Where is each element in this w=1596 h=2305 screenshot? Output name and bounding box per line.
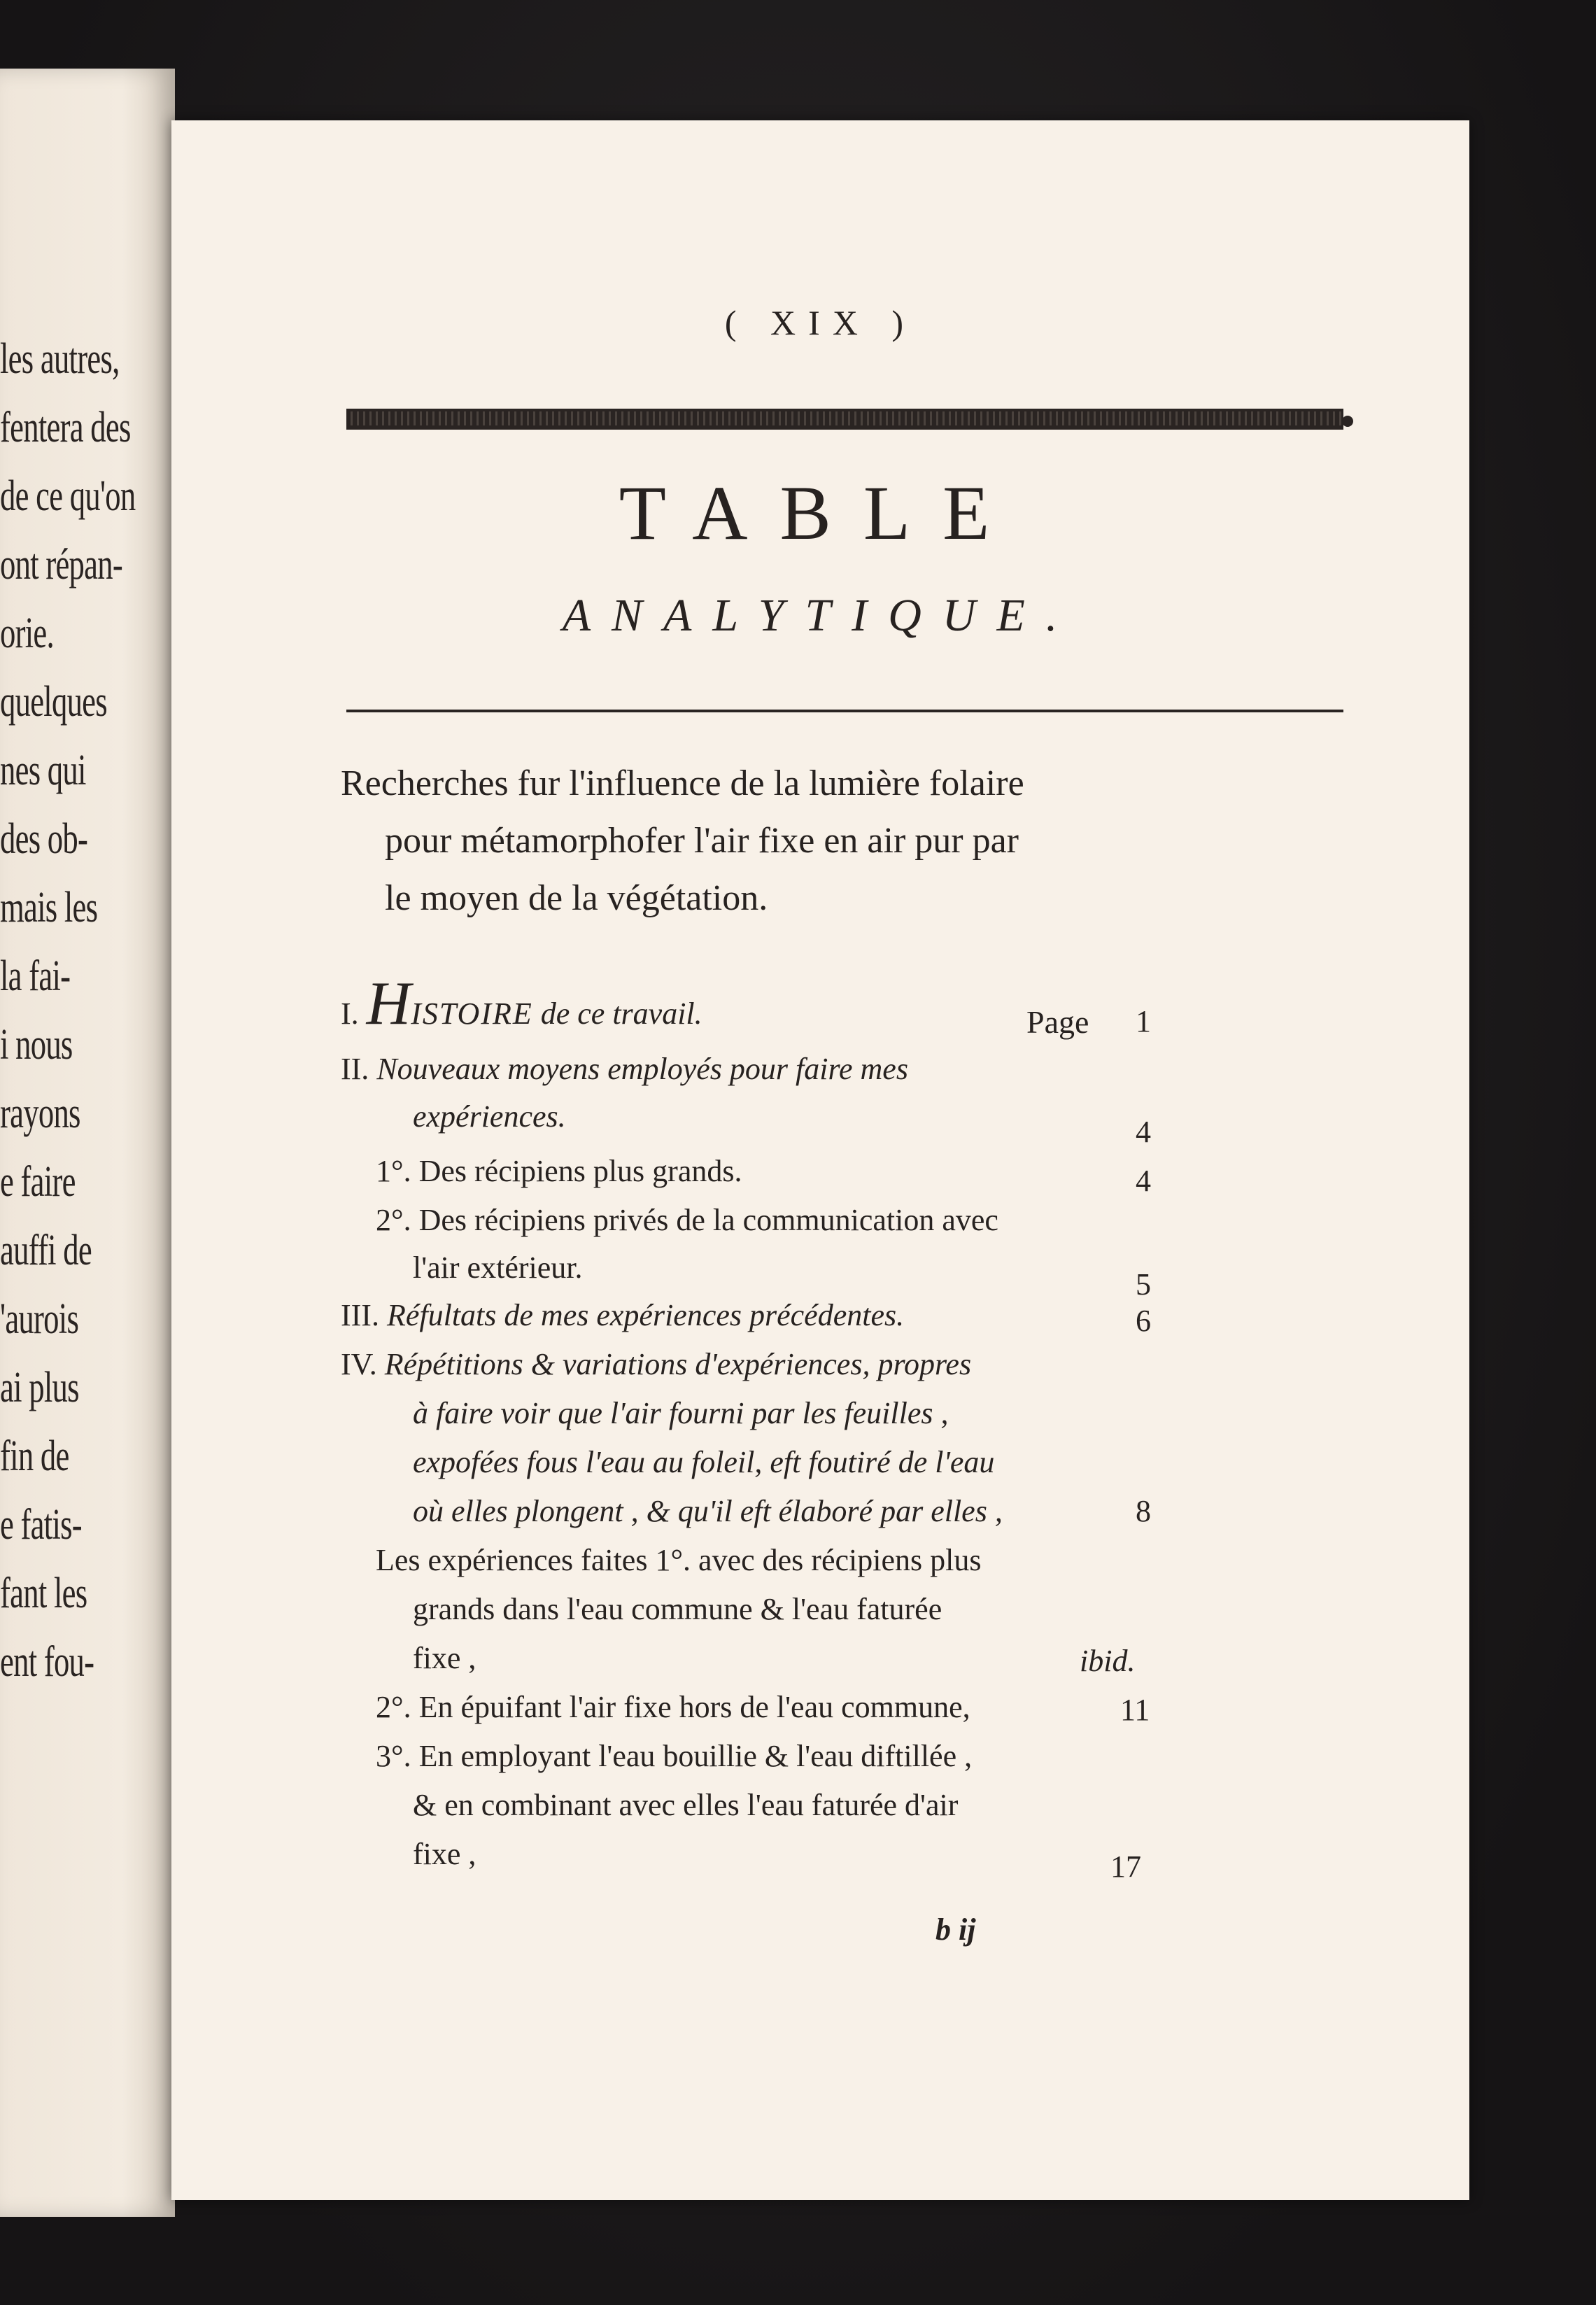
left-page-line: e fatis- xyxy=(0,1501,82,1549)
intro-line: Recherches fur l'influence de la lumière folaire xyxy=(341,763,1024,803)
page-ref: 1 xyxy=(1136,1004,1151,1038)
page-ref: ibid. xyxy=(1080,1644,1136,1678)
page-ref: 4 xyxy=(1136,1164,1151,1198)
left-page-line: nes qui xyxy=(0,747,86,794)
page-ref: 4 xyxy=(1136,1115,1151,1149)
entry-title: ISTOIRE xyxy=(411,996,533,1031)
toc-subentry: Les expériences faites 1°. avec des récipiens plus xyxy=(376,1543,982,1577)
entry-number: II. xyxy=(341,1052,369,1086)
drop-cap: H xyxy=(366,970,411,1038)
entry-number: IV. xyxy=(341,1347,377,1381)
toc-entry xyxy=(341,1051,908,1087)
left-page-line: 'aurois xyxy=(0,1295,79,1343)
toc-subentry: 2°. Des récipiens privés de la communication avec xyxy=(376,1203,998,1237)
left-page-line: auffi de xyxy=(0,1227,92,1274)
left-page-line: les autres, xyxy=(0,335,120,383)
left-page-line: ont répan- xyxy=(0,541,123,588)
left-page-line: mais les xyxy=(0,884,98,931)
page-ref: 6 xyxy=(1136,1304,1151,1338)
page-label: Page xyxy=(1026,1004,1089,1040)
left-page-line: fin de xyxy=(0,1432,69,1480)
intro-line: pour métamorphofer l'air fixe en air pur par xyxy=(385,821,1019,861)
entry-title: Réfultats de mes expériences précédentes. xyxy=(386,1298,905,1332)
entry-continuation: fixe , xyxy=(413,1641,476,1675)
entry-continuation: à faire voir que l'air fourni par les feuilles , xyxy=(413,1396,949,1430)
entry-continuation: grands dans l'eau commune & l'eau faturée xyxy=(413,1592,942,1626)
left-page-line: des ob- xyxy=(0,815,88,863)
left-page-line: ent fou- xyxy=(0,1638,94,1686)
toc-subentry: 1°. Des récipiens plus grands. xyxy=(376,1154,742,1188)
toc-entry xyxy=(341,1297,904,1333)
entry-continuation: expofées fous l'eau au foleil, eft foutiré de l'eau xyxy=(413,1445,995,1479)
toc-subentry: 3°. En employant l'eau bouillie & l'eau diftillée , xyxy=(376,1739,973,1773)
toc-entry xyxy=(341,1346,971,1382)
right-page xyxy=(171,120,1469,2200)
page-title: TABLE xyxy=(619,470,1022,556)
toc-entry xyxy=(341,968,702,1039)
left-page-line: i nous xyxy=(0,1021,73,1069)
ornamental-rule xyxy=(346,409,1343,430)
left-facing-page xyxy=(0,69,175,2217)
page-number: ( XIX ) xyxy=(724,303,917,342)
divider-rule xyxy=(346,710,1343,712)
left-page-line: quelques xyxy=(0,678,107,726)
signature-mark: b ij xyxy=(935,1912,976,1947)
intro-line: le moyen de la végétation. xyxy=(385,878,768,918)
toc-subentry: 2°. En épuifant l'air fixe hors de l'eau commune, xyxy=(376,1690,970,1724)
entry-continuation: où elles plongent , & qu'il eft élaboré par elles , xyxy=(413,1494,1003,1528)
left-page-line: fant les xyxy=(0,1570,87,1617)
left-page-line: e faire xyxy=(0,1158,76,1206)
entry-number: III. xyxy=(341,1298,379,1332)
left-page-line: ai plus xyxy=(0,1364,79,1411)
page-ref: 8 xyxy=(1136,1494,1151,1528)
left-page-line: orie. xyxy=(0,609,54,657)
left-page-line: la fai- xyxy=(0,952,71,1000)
page-ref: 11 xyxy=(1120,1693,1150,1727)
left-page-line: rayons xyxy=(0,1090,80,1137)
entry-title: Répétitions & variations d'expériences, propres xyxy=(384,1347,972,1381)
left-page-line: fentera des xyxy=(0,404,131,451)
page-subtitle: ANALYTIQUE. xyxy=(562,590,1079,641)
entry-continuation: l'air extérieur. xyxy=(413,1250,583,1285)
left-page-line: de ce qu'on xyxy=(0,472,136,520)
entry-continuation: & en combinant avec elles l'eau faturée d'air xyxy=(413,1788,959,1822)
entry-number: I. xyxy=(341,996,359,1031)
page-ref: 17 xyxy=(1110,1849,1141,1884)
entry-title: Nouveaux moyens employés pour faire mes xyxy=(376,1052,908,1086)
page-ref: 5 xyxy=(1136,1267,1151,1302)
entry-continuation: expériences. xyxy=(413,1099,566,1134)
entry-title: de ce travail. xyxy=(532,996,702,1031)
entry-continuation: fixe , xyxy=(413,1837,476,1871)
